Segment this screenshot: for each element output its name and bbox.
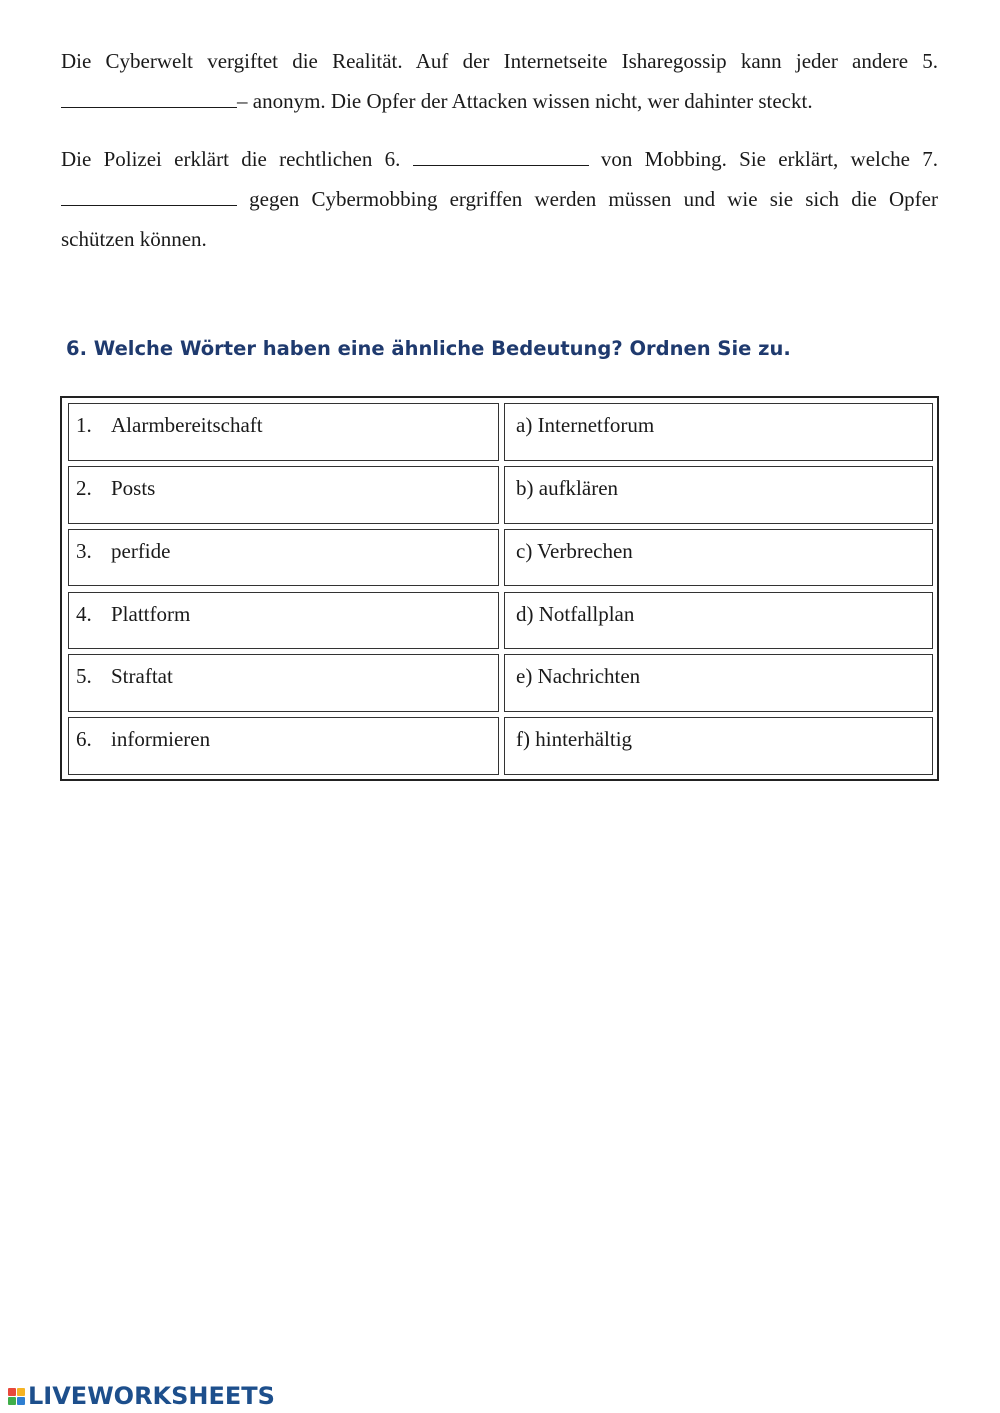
liveworksheets-logo[interactable] [8,1382,275,1410]
logo-blocks-icon [8,1388,25,1405]
logo-block-4 [17,1397,25,1405]
left-word-5: Straftat [111,664,173,688]
paragraph-2-text-before: Die Polizei erklärt die rechtlichen 6. [61,147,413,171]
blank-7[interactable] [61,187,237,206]
exercise-heading: 6. Welche Wörter haben eine ähnliche Bedeutung? Ordnen Sie zu. [66,337,791,360]
right-cell-b[interactable]: b) aufklären [504,466,933,524]
paragraph-1-text-before: Die Cyberwelt vergiftet die Realität. Auf der Internetseite Isharegossip kann jeder andere 5. [61,49,938,73]
left-cell-1[interactable] [68,403,499,461]
left-cell-6[interactable] [68,717,499,775]
paragraph-1 [61,41,938,121]
paragraph-2 [61,139,938,259]
left-word-1: Alarmbereitschaft [111,413,263,437]
logo-block-2 [17,1388,25,1396]
paragraph-1-text-after: – anonym. Die Opfer der Attacken wissen nicht, wer dahinter steckt. [237,89,813,113]
paragraph-2-text-middle: von Mobbing. Sie erklärt, welche 7. [588,147,938,171]
left-word-3: perfide [111,539,171,563]
left-number-6: 6. [76,727,92,751]
left-cell-5[interactable] [68,654,499,712]
paragraph-2-text-after: gegen Cybermobbing ergriffen werden müssen und wie sie sich die Opfer schützen können. [61,187,938,251]
left-cell-4[interactable] [68,592,499,649]
left-number-5: 5. [76,664,92,688]
left-number-1: 1. [76,413,92,437]
left-number-4: 4. [76,602,92,626]
logo-text: LIVEWORKSHEETS [28,1382,275,1410]
right-cell-d[interactable]: d) Notfallplan [504,592,933,649]
logo-block-3 [8,1397,16,1405]
left-word-2: Posts [111,476,156,500]
left-number-2: 2. [76,476,92,500]
left-number-3: 3. [76,539,92,563]
left-word-6: informieren [111,727,211,751]
blank-6[interactable] [413,147,589,166]
logo-block-1 [8,1388,16,1396]
left-word-4: Plattform [111,602,191,626]
matching-table [60,396,939,781]
left-cell-3[interactable] [68,529,499,586]
right-cell-c[interactable]: c) Verbrechen [504,529,933,586]
right-cell-f[interactable]: f) hinterhältig [504,717,933,775]
right-cell-e[interactable]: e) Nachrichten [504,654,933,712]
right-cell-a[interactable]: a) Internetforum [504,403,933,461]
blank-5[interactable] [61,89,237,108]
left-cell-2[interactable] [68,466,499,524]
